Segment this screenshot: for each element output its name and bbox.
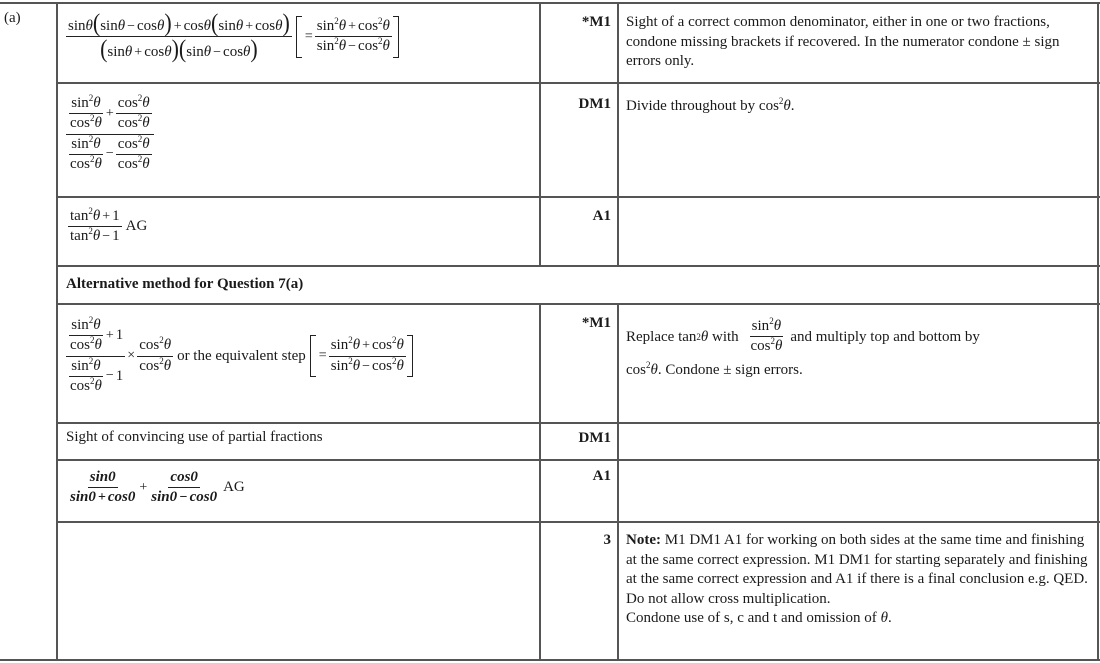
guidance-note [626, 531, 1092, 629]
mark-alt-a1: A1 [592, 468, 611, 484]
math-token: cos [358, 18, 379, 34]
column-rule [1097, 2, 1099, 661]
math-token: − [102, 229, 111, 245]
math-token: ) [171, 34, 179, 64]
math-token: cos [144, 44, 165, 61]
superscript: 2 [770, 336, 775, 347]
math-token: cos [371, 357, 392, 374]
fraction [68, 355, 104, 396]
math-token: + [173, 19, 182, 34]
fraction [137, 337, 173, 375]
math-token [315, 18, 392, 37]
math-token: θ [352, 357, 361, 374]
math-token: sin [71, 317, 89, 333]
math-token: cos0 [168, 469, 200, 488]
table-rule [57, 265, 1100, 267]
superscript: 2 [137, 93, 143, 103]
math-token: sin [316, 18, 335, 34]
math-token: θ [275, 18, 283, 34]
table-rule [57, 422, 1100, 424]
math-token: ( [92, 8, 101, 37]
fraction [116, 95, 152, 133]
math-token: θ [396, 337, 404, 354]
superscript: 2 [334, 36, 339, 47]
math-token: = [318, 348, 327, 363]
math-token: or the equivalent step [177, 347, 306, 364]
math-token [310, 337, 413, 375]
column-rule [617, 303, 619, 661]
math-token: . Condone ± sign errors. [657, 361, 803, 378]
math-token: θ [142, 115, 150, 132]
math-token [66, 357, 125, 396]
answer-given-label: AG [125, 218, 148, 235]
math-token [137, 337, 173, 356]
superscript: 2 [90, 375, 95, 386]
math-token [116, 114, 152, 132]
math-token: cos [358, 38, 379, 55]
math-token: cos [137, 18, 158, 34]
math-token: cos [183, 18, 204, 34]
superscript: 2 [769, 316, 774, 326]
math-token: θ [92, 208, 101, 224]
math-token: M1 DM1 A1 for working on both sides at the same time and finishing at the same correct expression. M1 DM1 for starting separately and finishing at the same correct expression and A1 if there is a final conclusion e.g. QED. Do not allow cross multiplication. [626, 532, 1088, 607]
superscript: 2 [391, 355, 397, 366]
math-token: θ [142, 155, 150, 172]
text-line [626, 360, 1092, 380]
math-token: cos [223, 44, 244, 61]
guidance-replace-tan [626, 318, 1092, 380]
partial-fractions-expression [68, 469, 249, 507]
math-token: + [97, 490, 106, 506]
math-token [66, 135, 154, 174]
mark-total: 3 [603, 532, 611, 548]
math-token: θ [163, 337, 172, 354]
math-token: cos [758, 98, 779, 114]
math-token [69, 95, 102, 114]
math-token: θ [382, 38, 390, 55]
math-token: tan [70, 228, 89, 245]
math-token: θ [142, 135, 150, 152]
math-token: + [102, 209, 111, 224]
math-token [748, 337, 784, 355]
math-token: cos [117, 95, 138, 111]
math-token: − [348, 39, 357, 55]
answer-given-label: AG [223, 479, 245, 496]
fraction [68, 317, 104, 355]
math-token: θ [338, 38, 347, 55]
math-token: Divide throughout by [626, 98, 756, 114]
math-token: cos0 [189, 489, 218, 506]
math-token: θ [93, 95, 101, 111]
math-token [69, 355, 102, 377]
math-token [116, 133, 152, 155]
math-token: θ [382, 18, 390, 34]
common-denominator-expression [66, 8, 399, 64]
math-token: θ [94, 377, 102, 394]
math-token: ) [282, 8, 290, 37]
math-token: θ [235, 18, 244, 34]
math-token: θ [93, 135, 101, 152]
math-token: − [105, 146, 114, 162]
math-token: cos [371, 337, 392, 354]
fraction [315, 18, 392, 56]
superscript: 2 [90, 335, 95, 346]
math-token: θ [124, 44, 133, 61]
math-token: θ [243, 44, 251, 61]
superscript: 2 [378, 36, 383, 47]
math-token: + [348, 19, 357, 34]
math-token: sin [107, 44, 125, 61]
math-token: tan [70, 208, 89, 224]
math-token [116, 155, 152, 173]
math-token: . [790, 98, 795, 114]
superscript: 2 [348, 355, 353, 366]
fraction [329, 337, 406, 375]
guidance-divide-throughout [626, 97, 1092, 117]
guidance-common-denominator: Sight of a correct common denominator, either in one or two fractions, condone missing brackets if recovered. In the numerator condone ± sign errors only. [626, 14, 1060, 69]
table-rule [57, 459, 1100, 461]
math-token: cos [626, 361, 646, 378]
fraction [748, 318, 784, 356]
math-token: θ [338, 18, 347, 34]
math-token: θ [142, 95, 150, 111]
superscript: 2 [378, 16, 383, 26]
math-token: Condone use of s, c and t and omission of [626, 610, 877, 626]
math-token: 1 [115, 327, 124, 344]
tan-expression [68, 208, 151, 246]
table-rule [0, 2, 1100, 4]
superscript: 2 [88, 206, 93, 216]
math-token: θ [773, 318, 782, 334]
mark-alt-m1: *M1 [581, 315, 611, 331]
math-token: + [134, 45, 143, 61]
math-token: θ [396, 357, 404, 374]
math-token: 1 [115, 367, 124, 384]
math-token: − [105, 368, 114, 384]
superscript: 2 [778, 96, 784, 106]
fraction [68, 208, 122, 246]
fraction [66, 95, 154, 173]
math-token: sin [330, 337, 349, 354]
math-token: cos [70, 115, 90, 132]
math-token: θ [94, 337, 102, 354]
math-token: cos [70, 155, 90, 172]
math-token: cos0 [107, 489, 136, 506]
fraction [116, 133, 152, 174]
mark-dm1: DM1 [578, 96, 611, 112]
math-token: θ [700, 328, 709, 345]
math-token [137, 357, 173, 375]
math-token [68, 114, 104, 132]
fraction [149, 469, 219, 507]
math-token [68, 336, 104, 354]
math-token [315, 37, 392, 55]
fraction [68, 469, 137, 507]
fraction [68, 133, 104, 174]
superscript: 2 [334, 16, 339, 26]
superscript: 2 [90, 113, 95, 124]
math-token [68, 155, 104, 173]
math-token: θ [163, 357, 172, 374]
math-token [68, 377, 104, 395]
math-token: ) [164, 8, 172, 37]
math-token: θ [650, 361, 658, 378]
math-token: θ [117, 18, 126, 34]
math-token [329, 357, 406, 375]
math-token: ( [100, 34, 108, 64]
superscript: 2 [348, 335, 353, 346]
mark-a1: A1 [592, 208, 611, 224]
math-token: sin [71, 135, 89, 152]
superscript: 2 [88, 93, 94, 103]
math-token: sin [100, 18, 118, 34]
divide-by-cos2-expression [66, 95, 154, 173]
partial-fractions-text: Sight of convincing use of partial fractions [66, 429, 323, 445]
superscript: 2 [159, 355, 164, 366]
math-token: 1 [112, 228, 120, 245]
table-rule [0, 659, 1100, 661]
math-token: cos [255, 18, 276, 34]
math-token: cos [70, 377, 90, 394]
fraction [66, 317, 125, 395]
math-token: and multiply top and bottom by [790, 328, 980, 345]
math-token: θ [352, 337, 361, 354]
math-token [68, 208, 122, 227]
math-token: sin [218, 18, 236, 34]
math-token: cos [750, 338, 771, 355]
math-token: + [105, 105, 114, 121]
superscript: 2 [88, 226, 93, 237]
math-token [750, 318, 783, 337]
table-rule [57, 196, 1100, 198]
math-token: θ [85, 18, 93, 34]
text-line: Replace tan 2 θ with $\frac{\sin^2\theta}{\cos^2\theta}$ and multiply top and bottom by [626, 316, 980, 355]
superscript: 2 [90, 153, 95, 164]
mark-alt-dm1: DM1 [578, 430, 611, 446]
math-token: ( [178, 34, 187, 64]
math-token: sin0 [70, 489, 96, 506]
superscript: 2 [646, 359, 651, 370]
math-token: θ [203, 44, 212, 61]
math-token: sin [316, 38, 335, 55]
column-rule [539, 2, 541, 267]
math-token: Replace [626, 328, 675, 345]
math-token: sin [68, 18, 86, 34]
math-token: . [887, 610, 892, 626]
math-token [69, 133, 102, 155]
math-token [68, 488, 137, 506]
math-token [66, 317, 125, 357]
math-token: × [127, 348, 136, 363]
math-token [296, 18, 399, 56]
math-token: − [362, 358, 370, 374]
math-token: cos [117, 135, 138, 152]
math-token: − [127, 19, 136, 34]
math-token: θ [92, 228, 101, 245]
math-token [329, 337, 406, 356]
math-token: θ [93, 357, 101, 374]
math-token: θ [783, 98, 791, 114]
alt-replace-tan-expression [66, 317, 413, 395]
math-token: sin0 [88, 469, 118, 488]
math-token: with [712, 328, 739, 345]
math-token [66, 95, 154, 135]
superscript: 2 [88, 355, 94, 366]
mark-m1: *M1 [581, 14, 611, 30]
superscript: 2 [137, 113, 143, 124]
column-rule [617, 2, 619, 267]
math-token: sin [71, 357, 89, 374]
math-token: θ [94, 115, 102, 132]
math-token: ( [211, 8, 219, 37]
part-label: (a) [4, 10, 21, 26]
math-token: cos [70, 337, 90, 354]
superscript: 2 [88, 315, 94, 325]
fraction [68, 95, 104, 133]
math-token: θ [157, 18, 165, 34]
math-token: sin [751, 318, 770, 334]
math-token: + [105, 327, 114, 343]
math-token: 1 [112, 208, 120, 224]
math-token: θ [880, 610, 888, 626]
math-token: − [213, 45, 222, 61]
math-token: θ [94, 155, 102, 172]
math-token [116, 95, 152, 114]
math-token: θ [774, 338, 783, 355]
math-token: Note: [626, 532, 661, 548]
math-token [98, 34, 260, 64]
math-token: + [245, 19, 254, 34]
math-token: θ [93, 317, 101, 333]
fraction [66, 8, 292, 64]
math-token [149, 488, 219, 506]
superscript: 2 [159, 335, 164, 346]
math-token: + [139, 479, 148, 495]
math-token: cos [117, 155, 138, 172]
alternative-method-heading: Alternative method for Question 7(a) [66, 276, 304, 292]
math-token: ) [250, 34, 258, 64]
math-token: sin [186, 44, 204, 61]
superscript: 2 [137, 153, 143, 164]
math-token: = [304, 28, 313, 44]
math-token [69, 317, 102, 336]
math-token: θ [203, 18, 211, 34]
math-token: cos [117, 115, 138, 132]
math-token: sin [71, 95, 89, 111]
superscript: 2 [137, 133, 143, 144]
math-token: + [362, 338, 370, 354]
math-token: sin0 [151, 489, 178, 506]
table-rule [57, 82, 1100, 84]
table-rule [57, 521, 1100, 523]
math-token: cos [139, 357, 160, 374]
math-token: cos [139, 337, 160, 354]
math-token [68, 227, 122, 245]
superscript: 2 [391, 335, 397, 346]
math-token: − [179, 490, 188, 506]
superscript: 2 [88, 133, 94, 144]
math-token: θ [164, 44, 172, 61]
math-token: tan [678, 328, 697, 345]
column-rule [56, 2, 58, 661]
table-rule [57, 303, 1100, 305]
math-token: sin [330, 357, 349, 374]
